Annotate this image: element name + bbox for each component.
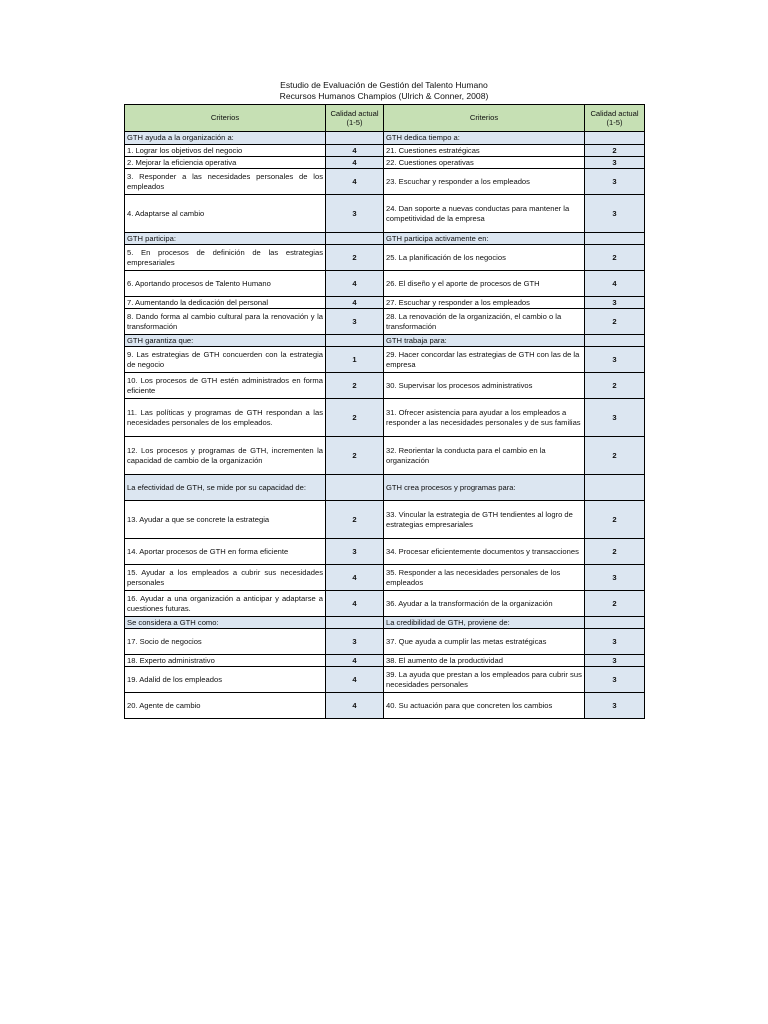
score-right: 2 — [585, 437, 645, 475]
criterion-right: 30. Supervisar los procesos administrativos — [384, 373, 585, 399]
table-row — [125, 629, 645, 655]
score-right: 2 — [585, 591, 645, 617]
table-row — [125, 297, 645, 309]
score-right: 3 — [585, 157, 645, 169]
criterion-right: 34. Procesar eficientemente documentos y transacciones — [384, 539, 585, 565]
criterion-left: 5. En procesos de definición de las estrategias empresariales — [125, 245, 326, 271]
section-row — [125, 475, 645, 501]
criterion-right: 29. Hacer concordar las estrategias de GTH con las de la empresa — [384, 347, 585, 373]
section-label-right: GTH crea procesos y programas para: — [384, 475, 585, 501]
section-label-right: GTH participa activamente en: — [384, 233, 585, 245]
score-left: 2 — [326, 437, 384, 475]
score-left: 3 — [326, 309, 384, 335]
table-row — [125, 655, 645, 667]
section-value-right-empty — [585, 233, 645, 245]
section-row — [125, 233, 645, 245]
criterion-right: 23. Escuchar y responder a los empleados — [384, 169, 585, 195]
criterion-left: 11. Las políticas y programas de GTH respondan a las necesidades personales de los empleados. — [125, 399, 326, 437]
table-row — [125, 169, 645, 195]
criterion-left: 15. Ayudar a los empleados a cubrir sus necesidades personales — [125, 565, 326, 591]
criterion-right: 36. Ayudar a la transformación de la organización — [384, 591, 585, 617]
score-left: 4 — [326, 169, 384, 195]
criterion-right: 39. La ayuda que prestan a los empleados para cubrir sus necesidades personales — [384, 667, 585, 693]
table-row — [125, 347, 645, 373]
score-left: 2 — [326, 399, 384, 437]
score-right: 4 — [585, 271, 645, 297]
table-row — [125, 667, 645, 693]
criterion-left: 3. Responder a las necesidades personales de los empleados — [125, 169, 326, 195]
section-label-left: Se considera a GTH como: — [125, 617, 326, 629]
section-value-right-empty — [585, 335, 645, 347]
score-right: 3 — [585, 399, 645, 437]
score-right: 3 — [585, 195, 645, 233]
header-calidad-left: Calidad actual (1-5) — [326, 105, 384, 132]
section-value-left-empty — [326, 475, 384, 501]
table-row — [125, 565, 645, 591]
section-row — [125, 617, 645, 629]
score-right: 2 — [585, 539, 645, 565]
section-label-right: La credibilidad de GTH, proviene de: — [384, 617, 585, 629]
criterion-right: 38. El aumento de la productividad — [384, 655, 585, 667]
criterion-right: 32. Reorientar la conducta para el cambio en la organización — [384, 437, 585, 475]
criterion-left: 16. Ayudar a una organización a anticipar y adaptarse a cuestiones futuras. — [125, 591, 326, 617]
criterion-right: 24. Dan soporte a nuevas conductas para mantener la competitividad de la empresa — [384, 195, 585, 233]
score-left: 3 — [326, 195, 384, 233]
score-left: 3 — [326, 629, 384, 655]
criterion-right: 21. Cuestiones estratégicas — [384, 145, 585, 157]
section-row — [125, 335, 645, 347]
document-title: Estudio de Evaluación de Gestión del Talento Humano — [280, 80, 488, 90]
score-right: 3 — [585, 693, 645, 719]
criterion-left: 14. Aportar procesos de GTH en forma eficiente — [125, 539, 326, 565]
section-row — [125, 132, 645, 145]
criterion-right: 37. Que ayuda a cumplir las metas estratégicas — [384, 629, 585, 655]
table-row — [125, 693, 645, 719]
table-row — [125, 399, 645, 437]
score-right: 2 — [585, 501, 645, 539]
score-right: 3 — [585, 655, 645, 667]
criterion-left: 12. Los procesos y programas de GTH, incrementen la capacidad de cambio de la organización — [125, 437, 326, 475]
score-left: 4 — [326, 297, 384, 309]
table-row — [125, 157, 645, 169]
criterion-right: 35. Responder a las necesidades personales de los empleados — [384, 565, 585, 591]
criterion-left: 2. Mejorar la eficiencia operativa — [125, 157, 326, 169]
score-left: 4 — [326, 157, 384, 169]
table-row — [125, 373, 645, 399]
section-label-right: GTH trabaja para: — [384, 335, 585, 347]
table-row — [125, 437, 645, 475]
section-label-right: GTH dedica tiempo a: — [384, 132, 585, 145]
section-value-right-empty — [585, 617, 645, 629]
score-left: 4 — [326, 271, 384, 297]
criterion-left: 1. Lograr los objetivos del negocio — [125, 145, 326, 157]
table-row — [125, 309, 645, 335]
criterion-right: 26. El diseño y el aporte de procesos de GTH — [384, 271, 585, 297]
section-label-left: GTH participa: — [125, 233, 326, 245]
score-left: 3 — [326, 539, 384, 565]
criterion-right: 31. Ofrecer asistencia para ayudar a los empleados a responder a las necesidades personales y de sus familias — [384, 399, 585, 437]
score-left: 2 — [326, 373, 384, 399]
score-left: 4 — [326, 693, 384, 719]
evaluation-table — [124, 104, 645, 719]
table-row — [125, 195, 645, 233]
section-value-right-empty — [585, 475, 645, 501]
criterion-left: 18. Experto administrativo — [125, 655, 326, 667]
score-left: 2 — [326, 245, 384, 271]
table-row — [125, 591, 645, 617]
header-criterios-right: Criterios — [384, 105, 585, 132]
score-left: 4 — [326, 145, 384, 157]
section-label-left: GTH garantiza que: — [125, 335, 326, 347]
table-row — [125, 245, 645, 271]
score-left: 4 — [326, 565, 384, 591]
score-right: 3 — [585, 565, 645, 591]
score-right: 2 — [585, 145, 645, 157]
score-right: 3 — [585, 169, 645, 195]
section-label-left: La efectividad de GTH, se mide por su capacidad de: — [125, 475, 326, 501]
criterion-right: 33. Vincular la estrategia de GTH tendientes al logro de estrategias empresariales — [384, 501, 585, 539]
section-label-left: GTH ayuda a la organización a: — [125, 132, 326, 145]
criterion-right: 25. La planificación de los negocios — [384, 245, 585, 271]
table-row — [125, 271, 645, 297]
table-row — [125, 145, 645, 157]
score-right: 3 — [585, 667, 645, 693]
section-value-left-empty — [326, 617, 384, 629]
criterion-left: 9. Las estrategias de GTH concuerden con la estrategia de negocio — [125, 347, 326, 373]
score-right: 2 — [585, 245, 645, 271]
header-criterios-left: Criterios — [125, 105, 326, 132]
section-value-left-empty — [326, 132, 384, 145]
criterion-left: 7. Aumentando la dedicación del personal — [125, 297, 326, 309]
score-left: 4 — [326, 667, 384, 693]
criterion-right: 40. Su actuación para que concreten los cambios — [384, 693, 585, 719]
criterion-left: 17. Socio de negocios — [125, 629, 326, 655]
criterion-left: 19. Adalid de los empleados — [125, 667, 326, 693]
score-left: 4 — [326, 591, 384, 617]
criterion-left: 8. Dando forma al cambio cultural para la renovación y la transformación — [125, 309, 326, 335]
table-row — [125, 539, 645, 565]
score-left: 2 — [326, 501, 384, 539]
table-header-row — [125, 105, 645, 132]
header-calidad-right: Calidad actual (1-5) — [585, 105, 645, 132]
section-value-left-empty — [326, 335, 384, 347]
table-row — [125, 501, 645, 539]
criterion-left: 6. Aportando procesos de Talento Humano — [125, 271, 326, 297]
score-right: 3 — [585, 297, 645, 309]
table-body — [125, 132, 645, 719]
criterion-right: 27. Escuchar y responder a los empleados — [384, 297, 585, 309]
section-value-left-empty — [326, 233, 384, 245]
score-left: 4 — [326, 655, 384, 667]
criterion-left: 10. Los procesos de GTH estén administrados en forma eficiente — [125, 373, 326, 399]
criterion-right: 28. La renovación de la organización, el cambio o la transformación — [384, 309, 585, 335]
criterion-left: 13. Ayudar a que se concrete la estrategia — [125, 501, 326, 539]
score-right: 3 — [585, 629, 645, 655]
criterion-right: 22. Cuestiones operativas — [384, 157, 585, 169]
document-subtitle: Recursos Humanos Champios (Ulrich & Conner, 2008) — [279, 91, 489, 101]
criterion-left: 20. Agente de cambio — [125, 693, 326, 719]
score-right: 2 — [585, 373, 645, 399]
score-right: 3 — [585, 347, 645, 373]
score-left: 1 — [326, 347, 384, 373]
score-right: 2 — [585, 309, 645, 335]
section-value-right-empty — [585, 132, 645, 145]
criterion-left: 4. Adaptarse al cambio — [125, 195, 326, 233]
